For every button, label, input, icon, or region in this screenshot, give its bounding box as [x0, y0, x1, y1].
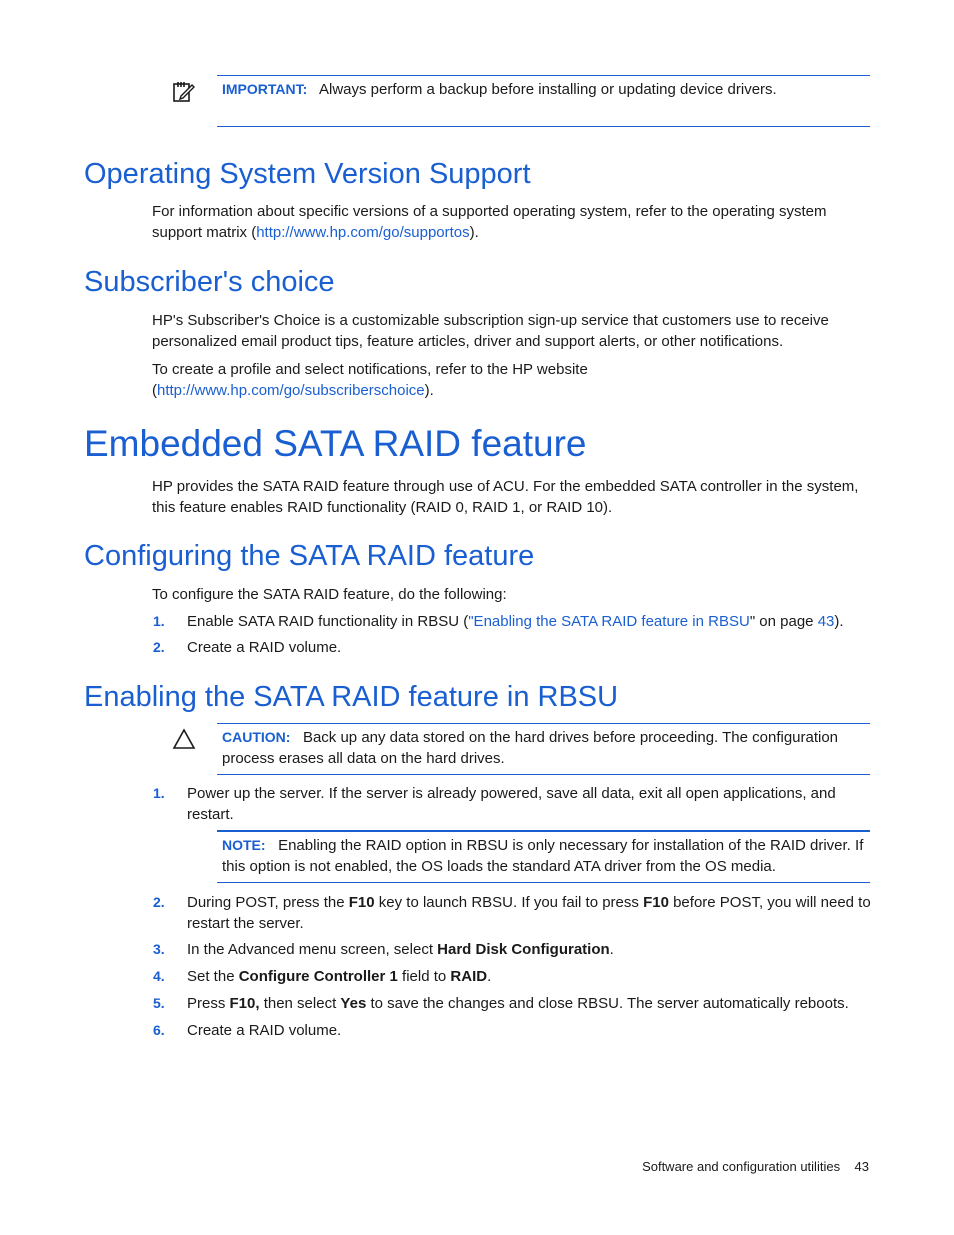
important-notice — [222, 79, 872, 100]
rbsu-step-2-key-b: F10 — [643, 894, 669, 911]
subscriber-paragraph-2 — [152, 359, 874, 401]
config-step-1-text: Enable SATA RAID functionality in RBSU ( — [187, 613, 469, 630]
note-notice — [222, 835, 868, 877]
rbsu-step-2-text-c: before POST, you will need to restart the server. — [187, 894, 871, 932]
caution-top-rule — [217, 723, 870, 724]
subscriber-paragraph-1: HP's Subscriber's Choice is a customizable subscription sign-up service that customers use to receive personalized email product tips, feature articles, driver and support alerts, or other notifications. — [152, 312, 829, 350]
rbsu-step-4-text-a: Set the — [187, 968, 239, 985]
rbsu-step-5 — [187, 993, 872, 1014]
configuring-heading: Configuring the SATA RAID feature — [84, 540, 535, 572]
rbsu-step-6: Create a RAID volume. — [187, 1022, 342, 1039]
note-top-rule — [217, 830, 870, 832]
config-step-1-mid: " on page — [749, 613, 818, 630]
rbsu-step-2-number: 2. — [153, 894, 165, 910]
rbsu-step-5-text-b: then select — [259, 995, 341, 1012]
rbsu-step-3-text-b: . — [609, 941, 614, 958]
enabling-rbsu-link[interactable]: "Enabling the SATA RAID feature in RBSU — [468, 613, 750, 630]
page-43-link[interactable]: 43 — [817, 613, 835, 630]
rbsu-step-3-bold: Hard Disk Configuration — [437, 941, 610, 958]
rbsu-step-5-bold-b: Yes — [340, 995, 367, 1012]
supportos-link[interactable]: http://www.hp.com/go/supportos — [256, 224, 470, 241]
rbsu-step-2-text-a: During POST, press the — [187, 894, 349, 911]
rbsu-step-2-key-a: F10 — [348, 894, 375, 911]
caution-icon — [172, 728, 196, 750]
note-bottom-rule — [217, 882, 870, 883]
subscriber-para2-close: ). — [424, 382, 434, 399]
important-bottom-rule — [217, 126, 870, 127]
os-support-text-end: ). — [469, 224, 479, 241]
enabling-heading: Enabling the SATA RAID feature in RBSU — [84, 681, 619, 713]
configuring-intro: To configure the SATA RAID feature, do the following: — [152, 586, 507, 603]
embedded-heading: Embedded SATA RAID feature — [84, 423, 587, 464]
important-label: IMPORTANT: — [222, 81, 308, 97]
embedded-paragraph: HP provides the SATA RAID feature through use of ACU. For the embedded SATA controller in the system, this feature enables RAID functionality (RAID 0, RAID 1, or RAID 10). — [152, 478, 859, 516]
os-support-paragraph — [152, 201, 874, 243]
rbsu-step-4-bold-a: Configure Controller 1 — [238, 968, 398, 985]
subscriber-para2-open: ( — [152, 382, 157, 399]
config-step-1-end: ). — [834, 613, 844, 630]
rbsu-step-4-number: 4. — [153, 968, 165, 984]
config-step-2-number: 2. — [153, 639, 165, 655]
rbsu-step-4-text-c: . — [487, 968, 492, 985]
rbsu-step-3-text-a: In the Advanced menu screen, select — [187, 941, 438, 958]
important-text: Always perform a backup before installing or updating device drivers. — [318, 81, 777, 98]
rbsu-step-3-number: 3. — [153, 941, 165, 957]
rbsu-step-1-number: 1. — [153, 785, 165, 801]
rbsu-step-1: Power up the server. If the server is already powered, save all data, exit all open applications, and restart. — [187, 785, 836, 823]
os-support-heading: Operating System Version Support — [84, 158, 531, 190]
os-support-text: For information about specific versions of a supported operating system, refer to the operating system support matrix ( — [152, 203, 827, 241]
config-step-1-number: 1. — [153, 613, 165, 629]
page-footer — [642, 1158, 869, 1176]
footer-section-title: Software and configuration utilities — [642, 1159, 841, 1174]
rbsu-step-5-number: 5. — [153, 995, 165, 1011]
rbsu-step-5-bold-a: F10, — [229, 995, 260, 1012]
caution-label: CAUTION: — [222, 729, 291, 745]
rbsu-step-5-text-c: to save the changes and close RBSU. The server automatically reboots. — [366, 995, 849, 1012]
config-step-2: Create a RAID volume. — [187, 639, 342, 656]
rbsu-step-2-text-b: key to launch RBSU. If you fail to press — [374, 894, 644, 911]
important-top-rule — [217, 75, 870, 76]
note-text: Enabling the RAID option in RBSU is only necessary for installation of the RAID driver. If this option is not enabled, the OS loads the standard ATA driver from the OS media. — [222, 837, 864, 875]
rbsu-step-4 — [187, 966, 872, 987]
rbsu-step-6-number: 6. — [153, 1022, 165, 1038]
rbsu-step-4-text-b: field to — [397, 968, 451, 985]
caution-notice — [222, 727, 868, 769]
rbsu-step-5-text-a: Press — [187, 995, 230, 1012]
note-label: NOTE: — [222, 837, 266, 853]
subscriber-heading: Subscriber's choice — [84, 266, 335, 298]
rbsu-step-3 — [187, 939, 872, 960]
caution-text: Back up any data stored on the hard drives before proceeding. The configuration process erases all data on the hard drives. — [222, 729, 839, 767]
config-step-1 — [187, 611, 872, 632]
subscriberschoice-link[interactable]: http://www.hp.com/go/subscriberschoice — [157, 382, 425, 399]
rbsu-step-2 — [187, 892, 872, 934]
footer-page-number: 43 — [854, 1159, 869, 1174]
caution-bottom-rule — [217, 774, 870, 775]
subscriber-para2-line1: To create a profile and select notifications, refer to the HP website — [152, 361, 588, 378]
important-icon — [172, 80, 196, 104]
rbsu-step-4-bold-b: RAID — [450, 968, 488, 985]
